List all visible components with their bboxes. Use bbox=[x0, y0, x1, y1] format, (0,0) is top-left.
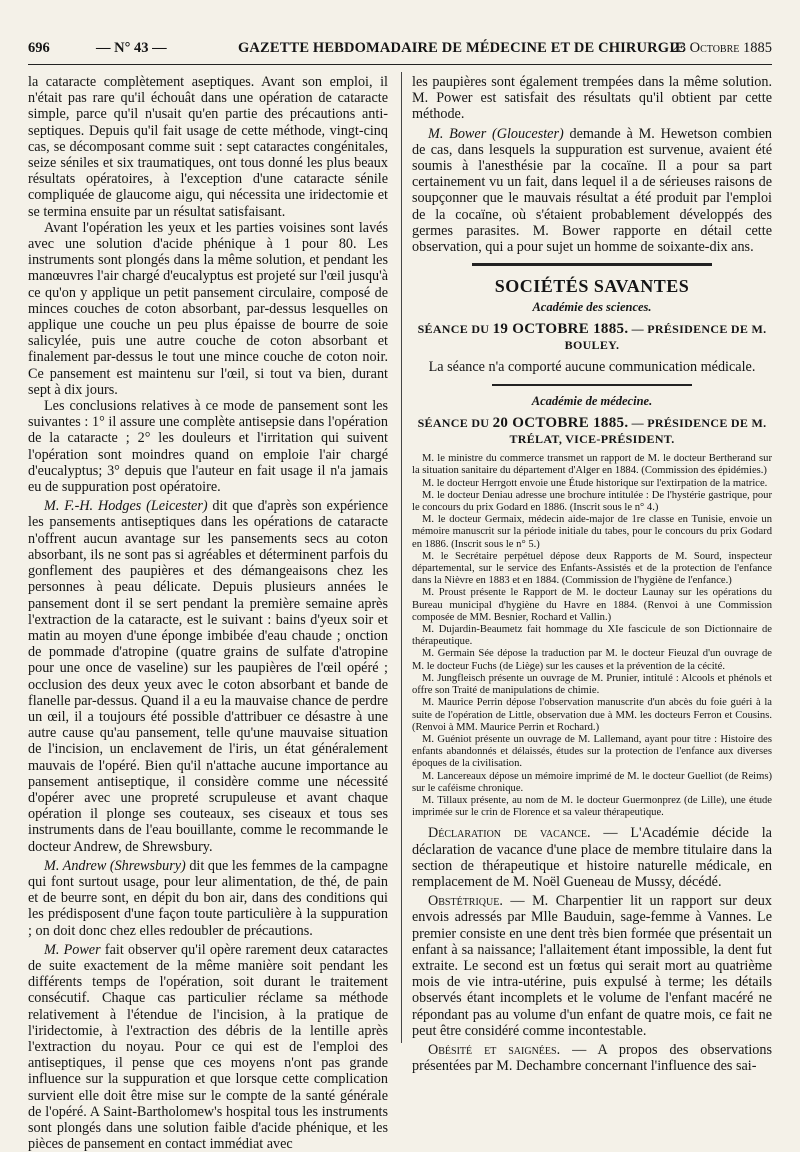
notice-item: M. le Secrétaire perpétuel dépose deux Rapports de M. Sourd, inspecteur départemental, sur le service des Enfants-Assistés et de la protection de l'enfance dans la Nièvre en 1883 et en 1884. (Commission de l'hygiène de l'enfance.) bbox=[412, 550, 772, 587]
academy-heading: Académie de médecine. bbox=[531, 394, 653, 409]
session-date: 19 OCTOBRE 1885. bbox=[492, 321, 629, 338]
paragraph-text: — M. Charpentier lit un rapport sur deux envois adressés par Mlle Bauduin, sage-femme à Vannes. Le premier consiste en une dent très bien formée que présentait un enfant à sa naissance; l'allaitement étant impossible, la dent fut extraite. Le second est un fœtus qui serait mort au quatrième mois de vie intra-utérine, puis expulsé à terme; les détails observés étant incomplets et le volume de l'enfant macéré ne répondant pas au volume d'un enfant de quatre mois, ce fait ne peut être considéré comme incontestable. bbox=[412, 893, 772, 1039]
speaker-name: M. F.-H. Hodges (Leicester) bbox=[44, 498, 208, 515]
paragraph-text: — L'Académie décide la déclaration de vacance d'une place de membre titulaire dans la section de thérapeutique et histoire naturelle médicale, en remplacement de M. Noël Gueneau de Mussy, décédé. bbox=[412, 825, 772, 890]
session-president: — PRÉSIDENCE DE M. BOULEY. bbox=[564, 322, 767, 353]
speaker-name: M. Power bbox=[44, 941, 101, 958]
header-rule bbox=[28, 64, 772, 65]
speaker-name: M. Bower (Gloucester) bbox=[428, 125, 564, 142]
notice-item: M. Maurice Perrin dépose l'observation manuscrite d'un abcès du foie guéri à la suite de l'opération de Little, observation due à MM. les docteurs Ferron et Cousins. (Renvoi à MM. Maurice Perrin et Rochard.) bbox=[412, 697, 772, 733]
notice-item: M. Dujardin-Beaumetz fait hommage du XIe fascicule de son Dictionnaire de thérapeutique. bbox=[412, 624, 772, 648]
session-label: SÉANCE DU bbox=[417, 322, 493, 337]
session-heading bbox=[412, 415, 772, 447]
paragraph: la cataracte complètement aseptiques. Avant son emploi, il n'était pas rare qu'il échouât dans une opération de cataracte simple, parce qu'il n'usait qu'en partie des précautions anti- septiques. Depuis qu'il fait usage de cette méthode, vingt-cinq cas, se décomposant comme suit : sept cataractes congénitales, seize séniles et six traumatiques, ont tous donné les plus beaux résultats opératoires, à l'exception d'une cataracte sénile compliquée de glaucome aigu, qui nécessita une iridectomie et se termina ensuite par un résultat satisfaisant. bbox=[28, 74, 388, 220]
rubric-label: Déclaration de vacance. bbox=[428, 825, 591, 842]
paragraph-text: dit que les femmes de la campagne qui font surtout usage, pour leur alimentation, de thé, de pain et de beurre sont, en dépit du bon air, dans des conditions qui les prédisposent d'une façon toute particulière à la suppuration ; on doit donc chez elles redoubler de précautions. bbox=[28, 857, 388, 939]
paragraph-text: — A propos des observations présentées par M. Dechambre concernant l'influence des sai- bbox=[412, 1041, 772, 1075]
notice-item: M. Germain Sée dépose la traduction par M. le docteur Fieuzal d'un ouvrage de M. le docteur Fuchs (de Liège) sur les causes et la prévention de la cécité. bbox=[412, 648, 772, 672]
rubric-label: Obésité et saignées. bbox=[428, 1041, 561, 1058]
notices-list bbox=[412, 453, 772, 819]
academy-heading: Académie des sciences. bbox=[532, 300, 652, 315]
section-rule bbox=[472, 263, 712, 266]
paragraph: Avant l'opération les yeux et les parties voisines sont lavés avec une solution d'acide phénique à 1 pour 80. Les instruments sont plongés dans la même solution, et pendant les manœuvres l'air chargé d'eucalyptus est projeté sur l'œil jusqu'à ce qu'on y applique un petit pansement circulaire, composé de minces couches de coton absorbant, par-dessus lesquelles on applique une couche un peu plus épaisse de bourre de soie salicylée, puis une autre couche de coton absorbant et finalement par-dessus le tout une mince couche de coton noir. Ce pansement est maintenu sur l'œil, si tout va bien, durant sept à dix jours. bbox=[28, 219, 388, 398]
session-president: — PRÉSIDENCE DE M. TRÉLAT, VICE-PRÉSIDENT. bbox=[509, 416, 767, 447]
section-rule bbox=[492, 384, 692, 386]
page-number: 696 bbox=[28, 40, 50, 56]
paragraph: les paupières sont également trempées dans la même solution. M. Power est satisfait des résultats qu'il obtient par cette méthode. bbox=[412, 74, 772, 123]
paragraph bbox=[412, 126, 772, 256]
notice-item: M. le docteur Germaix, médecin aide-major de 1re classe en Tunisie, envoie un mémoire manuscrit sur la période initiale du tabes, pour le concours du prix Godard en 1886. (Inscrit sous le n° 5.) bbox=[412, 514, 772, 550]
rubric-label: Obstétrique. bbox=[428, 893, 503, 910]
issue-number: — N° 43 — bbox=[96, 40, 167, 56]
issue-date: 23 Octobre 1885 bbox=[671, 40, 772, 56]
notice-item: M. Lancereaux dépose un mémoire imprimé de M. le docteur Guelliot (de Reims) sur le caféisme chronique. bbox=[412, 770, 772, 794]
paragraph-text: fait observer qu'il opère rarement deux cataractes de suite exactement de la même manière soit pendant les différents temps de l'opération, soit durant le traitement consécutif. Chaque cas particulier réclame sa méthode relativement à l'étendue de l'incision, à la pratique de l'iridectomie, à l'extraction des débris de la lentille après l'extraction du noyau. Pour ce qui est de l'emploi des antiseptiques, il pense que ces moyens n'ont pas grande influence sur la suppuration et que lorsque cette complication survient elle doit être mise sur le compte de la santé générale de l'opéré. A Saint-Bartholomew's hospital tous les instruments sont plongés dans une solution faible d'acide phénique, et les pièces de pansement en contact immédiat avec bbox=[28, 941, 388, 1152]
session-date: 20 OCTOBRE 1885. bbox=[492, 415, 629, 432]
journal-title: GAZETTE HEBDOMADAIRE DE MÉDECINE ET DE CHIRURGIE bbox=[238, 40, 685, 56]
paragraph: Les conclusions relatives à ce mode de pansement sont les suivantes : 1° il assure une complète antisepsie dans l'opération de la cataracte ; 2° les douleurs et l'irritation qui suivent l'opération sont moindres quand on emploie l'air chargé d'eucalyptus; 3° depuis que l'auteur en fait usage il n'a jamais eu de suppuration post opératoire. bbox=[28, 398, 388, 496]
notice-item: M. Tillaux présente, au nom de M. le docteur Guermonprez (de Lille), une étude imprimée sur le crin de Florence et sa valeur thérapeutique. bbox=[412, 794, 772, 819]
paragraph-text: dit que d'après son expérience les pansements antiseptiques dans les opérations de cataracte n'offrent aucun avantage sur les pansements secs au coton absorbant, ils ne sont pas si agréables et déterminent parfois du gonflement des paupières et des démangeaisons chez les personnes à peau délicate. Depuis plusieurs années le pansement dont il se sert pendant la première semaine après l'extraction de la cataracte, est le suivant : bains d'yeux soir et matin au moyen d'une éponge imbibée d'eau chaude ; onction de pommade d'atropine (quatre grains de sulfate d'atropine pour une once de vaseline) sur les paupières de l'œil opéré ; occlusion des deux yeux avec le coton absorbant et bande de flanelle par-dessus. Quand il a eu la mauvaise chance de perdre un œil, il a toujours été possible d'attribuer ce désastre à une autre cause qu'au pansement, telle qu'une mauvaise situation de l'incision, un enclavement de l'iris, un état généralement mauvais de l'opéré. Bien qu'il n'attache aucune importance au pansement antiseptique, il considère comme une nécessité d'opérer avec une propreté scrupuleuse et avant chaque opération il plonge ses couteaux, ses ciseaux et tous ses instruments dans de l'eau bouillante, comme le recommande le docteur Andrew, de Shrewsbury. bbox=[28, 498, 388, 855]
paragraph bbox=[28, 498, 388, 854]
notice-item: M. Jungfleisch présente un ouvrage de M. Prunier, intitulé : Alcools et phénols et offre son Traité de manipulations de chimie. bbox=[412, 672, 772, 697]
left-column bbox=[28, 74, 388, 1152]
paragraph bbox=[28, 858, 388, 939]
session-label: SÉANCE DU bbox=[417, 416, 493, 431]
paragraph bbox=[412, 825, 772, 890]
session-heading bbox=[412, 321, 772, 353]
column-divider bbox=[401, 72, 402, 1043]
notice-item: M. le ministre du commerce transmet un rapport de M. le docteur Bertherand sur la situation sanitaire du département d'Alger en 1884. (Commission des épidémies.) bbox=[412, 453, 772, 477]
paragraph-text: demande à M. Hewetson combien de cas, dans lesquels la suppuration est survenue, avaient été soumis à l'anesthésie par la cocaïne. Il a pour sa part certainement vu un fait, dans lequel il a de sérieuses raisons de soupçonner que le mauvais résultat a été produit par l'emploi de la cocaïne, où s'étaient probablement développés des germes parasites. M. Bower rapporte en détail cette observation, qui a pour sujet un homme de soixante-dix ans. bbox=[412, 125, 772, 256]
page-header bbox=[28, 40, 772, 64]
paragraph bbox=[28, 942, 388, 1152]
section-title: SOCIÉTÉS SAVANTES bbox=[494, 276, 690, 297]
paragraph bbox=[412, 1042, 772, 1074]
session-note: La séance n'a comporté aucune communication médicale. bbox=[428, 359, 756, 376]
speaker-name: M. Andrew (Shrewsbury) bbox=[44, 857, 186, 874]
notice-item: M. le docteur Herrgott envoie une Étude historique sur l'extirpation de la matrice. bbox=[422, 477, 768, 489]
right-column bbox=[412, 74, 772, 1075]
paragraph bbox=[412, 893, 772, 1039]
notice-item: M. Proust présente le Rapport de M. le docteur Launay sur les opérations du Bureau municipal d'hygiène du Havre en 1884. (Renvoi à une Commission composée de MM. Besnier, Rochard et Vallin.) bbox=[412, 587, 772, 623]
notice-item: M. Guéniot présente un ouvrage de M. Lallemand, ayant pour titre : Histoire des enfants abandonnés et délaissés, études sur la protection de l'enfance aux diverses époques de la civilisation. bbox=[412, 733, 772, 770]
notice-item: M. le docteur Deniau adresse une brochure intitulée : De l'hystérie gastrique, pour le concours du prix Godard en 1886. (Inscrit sous le n° 4.) bbox=[412, 489, 772, 514]
